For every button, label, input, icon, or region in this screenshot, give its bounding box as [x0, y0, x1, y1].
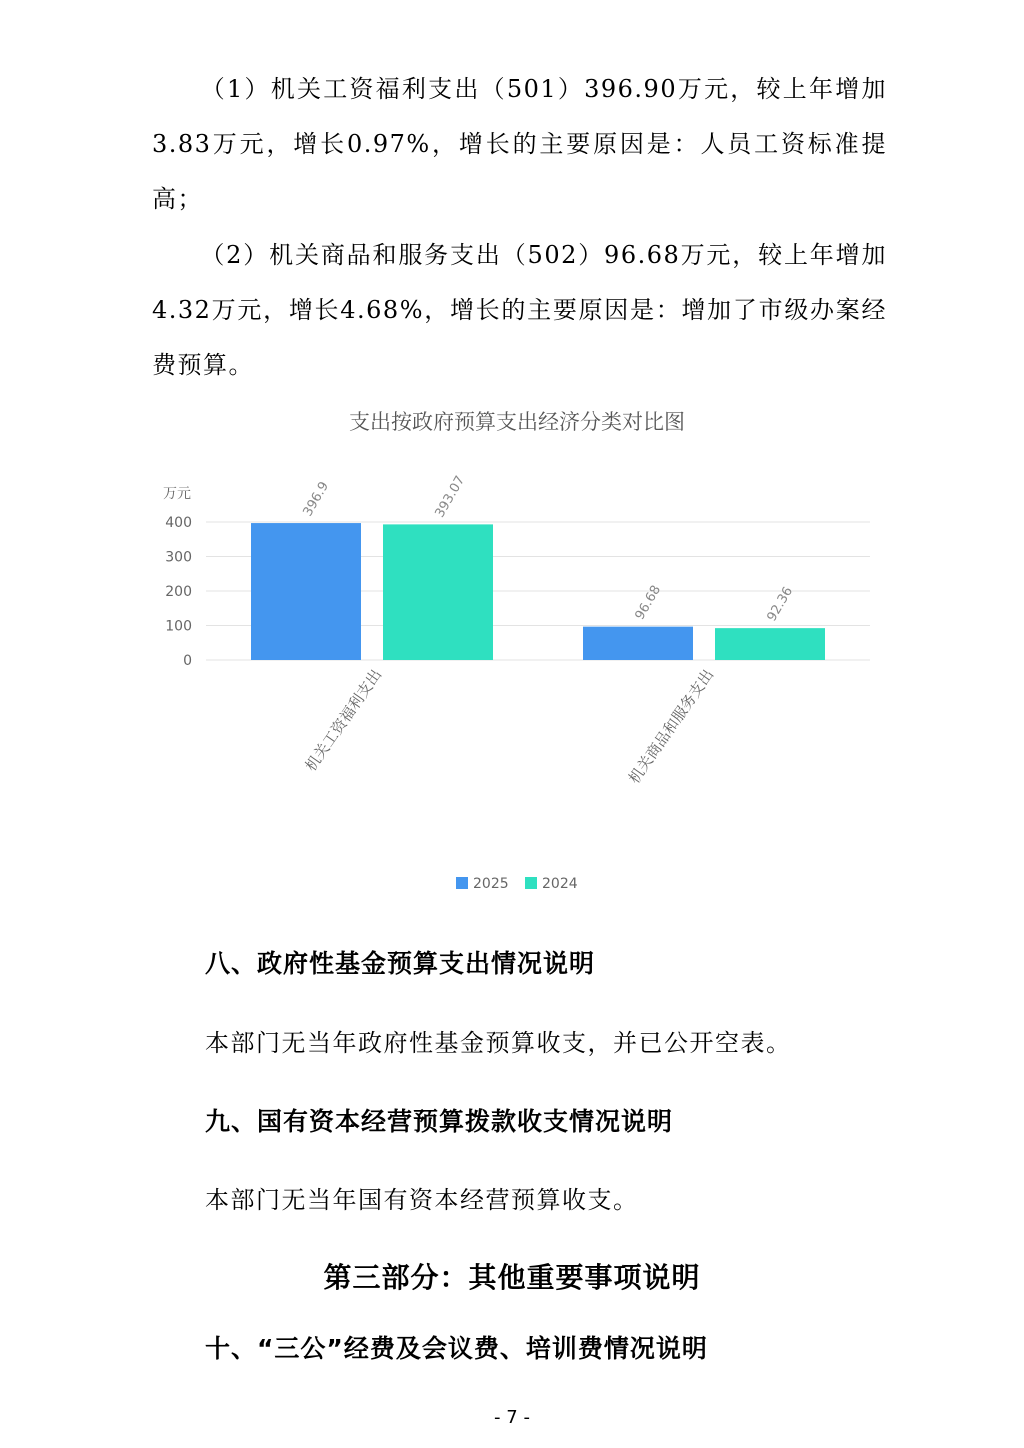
bar-value-label: 96.68: [632, 582, 665, 623]
y-tick-label: 300: [165, 549, 192, 566]
bar-value-label: 92.36: [764, 584, 797, 625]
legend-label: 2025: [473, 876, 509, 892]
y-axis-ticks: [165, 515, 192, 669]
bar-2025-0: [251, 523, 361, 660]
bar-value-label: 393.07: [432, 473, 469, 521]
y-tick-label: 200: [165, 584, 192, 600]
bar-value-label: 396.9: [300, 479, 333, 520]
section-10-heading: 十、“三公”经费及会议费、培训费情况说明: [205, 1334, 708, 1363]
page-number: - 7 -: [494, 1407, 530, 1428]
legend-swatch-2024: [525, 877, 537, 889]
y-tick-label: 100: [165, 618, 192, 635]
legend-label: 2024: [542, 876, 578, 892]
x-tick-label: 机关商品和服务支出: [625, 665, 718, 787]
x-axis-labels: [302, 666, 718, 787]
y-axis-label: 万元: [163, 486, 191, 502]
expense-comparison-chart: [100, 395, 920, 905]
legend-swatch-2025: [456, 877, 468, 889]
bar-2024-0: [383, 524, 493, 660]
y-tick-label: 400: [165, 515, 192, 531]
chart-legend: [456, 876, 578, 892]
x-tick-label: 机关工资福利支出: [301, 665, 386, 775]
bar-data-labels: [300, 473, 796, 624]
section-9-heading: 九、国有资本经营预算拨款收支情况说明: [205, 1107, 674, 1136]
section-9-body: 本部门无当年国有资本经营预算收支。: [205, 1186, 639, 1214]
chart-bars: [251, 523, 825, 660]
section-8-body: 本部门无当年政府性基金预算收支，并已公开空表。: [205, 1029, 792, 1057]
section-8-heading: 八、政府性基金预算支出情况说明: [205, 949, 596, 978]
bar-2024-1: [715, 628, 825, 660]
bar-2025-1: [583, 627, 693, 660]
y-tick-label: 0: [183, 653, 192, 669]
paragraph-salary-expense: （1）机关工资福利支出（501）396.90万元，较上年增加3.83万元，增长0.97%，增长的主要原因是：人员工资标准提高；: [152, 75, 887, 213]
chart-title: 支出按政府预算支出经济分类对比图: [349, 410, 685, 434]
part-3-title: 第三部分：其他重要事项说明: [323, 1261, 701, 1294]
paragraph-goods-services-expense: （2）机关商品和服务支出（502）96.68万元，较上年增加4.32万元，增长4.68%，增长的主要原因是：增加了市级办案经费预算。: [152, 241, 887, 379]
